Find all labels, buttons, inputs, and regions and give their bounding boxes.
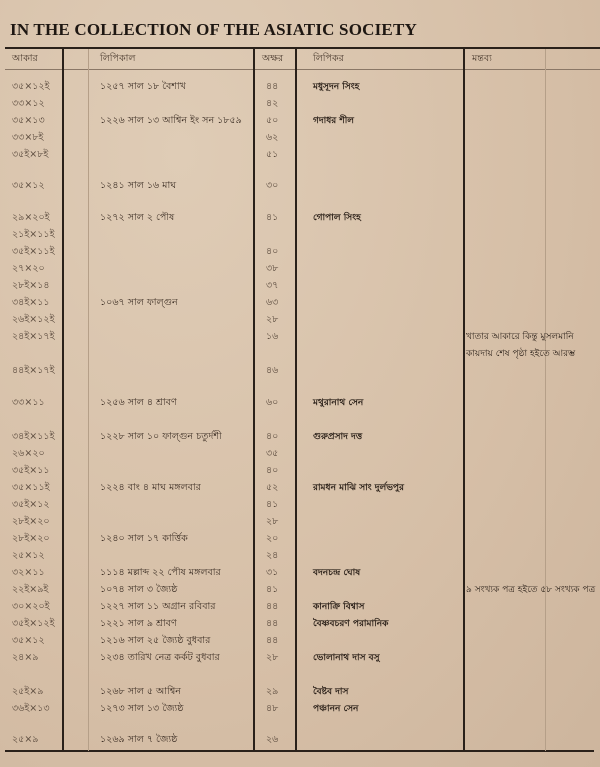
table-row bbox=[0, 347, 600, 361]
table-row bbox=[0, 549, 600, 563]
cell-date: ১২৪০ সাল ১৭ কার্ত্তিক bbox=[100, 533, 188, 544]
cell-letters: ৪৪ bbox=[266, 635, 279, 646]
cell-size: ৪৪ই×১৭ই bbox=[12, 365, 55, 376]
cell-letters: ২৬ bbox=[266, 734, 279, 745]
cell-note: কায়দায় শেষ পৃষ্ঠা হইতে আরম্ভ bbox=[466, 349, 576, 359]
cell-date: ১২২৮ সাল ১০ ফাল্গুন চতুর্দশী bbox=[100, 431, 222, 442]
cell-letters: ৪১ bbox=[266, 584, 279, 595]
cell-size: ৩৩×১১ bbox=[12, 397, 45, 408]
cell-letters: ৪১ bbox=[266, 499, 279, 510]
cell-date: ১২২৭ সাল ১১ অগ্রান রবিবার bbox=[100, 601, 216, 612]
cell-letters: ৫০ bbox=[266, 115, 279, 126]
table-row bbox=[0, 364, 600, 378]
cell-size: ২৮ই×১৪ bbox=[12, 280, 50, 291]
cell-size: ২২ই×৯ই bbox=[12, 584, 49, 595]
cell-date: ১২৫৬ সাল ৪ শ্রাবণ bbox=[100, 397, 177, 408]
header-rule bbox=[5, 69, 600, 70]
cell-size: ৩৫ই×১১ই bbox=[12, 246, 55, 257]
cell-date: ১১১৪ মল্লাব্দ ২২ পৌষ মঙ্গলবার bbox=[100, 567, 221, 578]
cell-note: ৯ সংখ্যক পত্র হইতে ৫৮ সংখ্যক পত্র bbox=[466, 585, 596, 595]
page-title: IN THE COLLECTION OF THE ASIATIC SOCIETY bbox=[10, 20, 417, 39]
cell-letters: ৪৪ bbox=[266, 601, 279, 612]
cell-letters: ১৬ bbox=[266, 331, 279, 342]
table-row bbox=[0, 685, 600, 699]
table-row bbox=[0, 515, 600, 529]
header-note: মন্তব্য bbox=[472, 53, 492, 64]
cell-letters: ৬৩ bbox=[266, 297, 279, 308]
cell-size: ৩৫×১২ bbox=[12, 180, 45, 191]
cell-letters: ৪৮ bbox=[266, 703, 279, 714]
cell-letters: ৩৫ bbox=[266, 448, 279, 459]
cell-size: ২১ই×১১ই bbox=[12, 229, 55, 240]
table-row bbox=[0, 583, 600, 597]
cell-letters: ৪৪ bbox=[266, 81, 279, 92]
cell-letters: ২৯ bbox=[266, 686, 279, 697]
cell-size: ৩৪ই×১১ bbox=[12, 297, 50, 308]
table-row bbox=[0, 430, 600, 444]
cell-letters: ৬২ bbox=[266, 132, 279, 143]
cell-size: ৩৫ই×১২ bbox=[12, 499, 50, 510]
cell-size: ৩৪ই×১১ই bbox=[12, 431, 55, 442]
cell-date: ১২৭৩ সাল ১৩ জ্যৈষ্ঠ bbox=[100, 703, 184, 714]
table-row bbox=[0, 131, 600, 145]
cell-size: ২৫×৯ bbox=[12, 734, 39, 745]
table-row bbox=[0, 481, 600, 495]
header-date: লিপিকাল bbox=[100, 53, 136, 64]
cell-size: ৩৫ই×৮ই bbox=[12, 149, 49, 160]
cell-size: ২৭×২০ bbox=[12, 263, 45, 274]
cell-size: ২৬×২০ bbox=[12, 448, 45, 459]
cell-size: ৩৫×১১ই bbox=[12, 482, 50, 493]
cell-date: ১২২১ সাল ৯ শ্রাবণ bbox=[100, 618, 177, 629]
cell-size: ২৫×১২ bbox=[12, 550, 45, 561]
table-row bbox=[0, 262, 600, 276]
cell-letters: ৩৮ bbox=[266, 263, 279, 274]
cell-letters: ৪০ bbox=[266, 246, 279, 257]
table-row bbox=[0, 464, 600, 478]
table-row bbox=[0, 498, 600, 512]
table-row bbox=[0, 97, 600, 111]
cell-date: ১২১৬ সাল ২৫ জ্যৈষ্ঠ বুধবার bbox=[100, 635, 211, 646]
cell-scribe: গুরুপ্রসাদ দত্ত bbox=[313, 432, 363, 442]
cell-size: ৩৫ই×১২ই bbox=[12, 618, 55, 629]
cell-date: ১২৩৪ তারিখ নেত্র কর্কট বুধবার bbox=[100, 652, 220, 663]
cell-scribe: পঞ্চানন সেন bbox=[313, 704, 359, 714]
table-row bbox=[0, 447, 600, 461]
cell-date: ১২৬৮ সাল ৫ আশ্বিন bbox=[100, 686, 181, 697]
cell-size: ৩২×১১ bbox=[12, 567, 45, 578]
table-row bbox=[0, 651, 600, 665]
table-row bbox=[0, 296, 600, 310]
cell-scribe: রামধন মাঝি সাং দুর্লভপুর bbox=[313, 483, 404, 493]
cell-letters: ৪৪ bbox=[266, 618, 279, 629]
table-row bbox=[0, 279, 600, 293]
cell-scribe: বৈষ্টব দাস bbox=[313, 687, 349, 697]
cell-size: ২৫ই×৯ bbox=[12, 686, 44, 697]
table-row bbox=[0, 634, 600, 648]
cell-date: ১০৬৭ সাল ফাল্গুন bbox=[100, 297, 178, 308]
cell-date: ১২৭২ সাল ২ পৌষ bbox=[100, 212, 175, 223]
table-row bbox=[0, 600, 600, 614]
cell-size: ২৪×৯ bbox=[12, 652, 39, 663]
cell-letters: ৪১ bbox=[266, 212, 279, 223]
cell-size: ২৪ই×১৭ই bbox=[12, 331, 55, 342]
cell-date: ১২২৬ সাল ১৩ আশ্বিন ইং সন ১৮৫৯ bbox=[100, 115, 242, 126]
header-size: আকার bbox=[12, 53, 38, 64]
cell-letters: ৪২ bbox=[266, 98, 279, 109]
cell-size: ৩৫×১২ই bbox=[12, 81, 50, 92]
cell-note: খাতার আকারে কিন্তু মুসলমানি bbox=[466, 332, 574, 342]
cell-scribe: মধুসূদন সিংহ bbox=[313, 82, 360, 92]
cell-size: ২৯×২০ই bbox=[12, 212, 50, 223]
cell-letters: ২৮ bbox=[266, 652, 279, 663]
cell-scribe: গোপাল সিংহ bbox=[313, 213, 361, 223]
cell-size: ৩৩×৮ই bbox=[12, 132, 44, 143]
cell-size: ৩৫×১২ bbox=[12, 635, 45, 646]
table-row bbox=[0, 114, 600, 128]
cell-letters: ২০ bbox=[266, 533, 279, 544]
table-row bbox=[0, 211, 600, 225]
cell-scribe: কানাক্রি বিশ্বাস bbox=[313, 602, 365, 612]
cell-date: ১২২৪ বাং ৪ মাঘ মঙ্গলবার bbox=[100, 482, 201, 493]
table-row bbox=[0, 702, 600, 716]
cell-size: ৩৩×১২ bbox=[12, 98, 45, 109]
cell-scribe: মথুরানাথ সেন bbox=[313, 398, 364, 408]
cell-date: ১২৫৭ সাল ১৮ বৈশাখ bbox=[100, 81, 186, 92]
table-row bbox=[0, 245, 600, 259]
cell-size: ২৮ই×২০ bbox=[12, 533, 50, 544]
table-row bbox=[0, 733, 600, 747]
cell-scribe: ভোলানাথ দাস বসু bbox=[313, 653, 380, 663]
table-row bbox=[0, 80, 600, 94]
cell-letters: ২৪ bbox=[266, 550, 279, 561]
cell-size: ২৮ই×২০ bbox=[12, 516, 50, 527]
cell-letters: ৪০ bbox=[266, 431, 279, 442]
cell-scribe: বৈষ্ণবচরণ পরামানিক bbox=[313, 619, 389, 629]
cell-size: ৩৫ই×১১ bbox=[12, 465, 50, 476]
cell-size: ৩০×২০ই bbox=[12, 601, 50, 612]
header-scribe: লিপিকর bbox=[313, 53, 344, 64]
cell-letters: ৩১ bbox=[266, 567, 279, 578]
table-row bbox=[0, 617, 600, 631]
cell-letters: ৩৭ bbox=[266, 280, 279, 291]
table-row bbox=[0, 228, 600, 242]
cell-letters: ৬০ bbox=[266, 397, 279, 408]
table-row bbox=[0, 532, 600, 546]
cell-date: ১২৪১ সাল ১৬ মাঘ bbox=[100, 180, 177, 191]
cell-letters: ৫১ bbox=[266, 149, 279, 160]
bottom-rule bbox=[5, 750, 594, 752]
table-row bbox=[0, 330, 600, 344]
table-row bbox=[0, 396, 600, 410]
cell-date: ১২৬৯ সাল ৭ জ্যৈষ্ঠ bbox=[100, 734, 178, 745]
cell-letters: ৫২ bbox=[266, 482, 279, 493]
cell-size: ৩৫×১৩ bbox=[12, 115, 45, 126]
cell-letters: ৪৬ bbox=[266, 365, 279, 376]
cell-letters: ২৮ bbox=[266, 314, 279, 325]
table-row bbox=[0, 313, 600, 327]
cell-letters: ৪০ bbox=[266, 465, 279, 476]
table-row bbox=[0, 179, 600, 193]
top-rule bbox=[5, 47, 600, 49]
cell-size: ৩৬ই×১৩ bbox=[12, 703, 50, 714]
cell-letters: ২৮ bbox=[266, 516, 279, 527]
header-letters: অক্ষর bbox=[262, 53, 284, 64]
cell-scribe: বদনচন্দ্র ঘোষ bbox=[313, 568, 361, 578]
table-row bbox=[0, 566, 600, 580]
cell-date: ১০৭৪ সাল ৩ জ্যৈষ্ঠ bbox=[100, 584, 178, 595]
cell-letters: ৩০ bbox=[266, 180, 279, 191]
cell-scribe: গদাধর শীল bbox=[313, 116, 354, 126]
table-row bbox=[0, 148, 600, 162]
cell-size: ২৬ই×১২ই bbox=[12, 314, 55, 325]
